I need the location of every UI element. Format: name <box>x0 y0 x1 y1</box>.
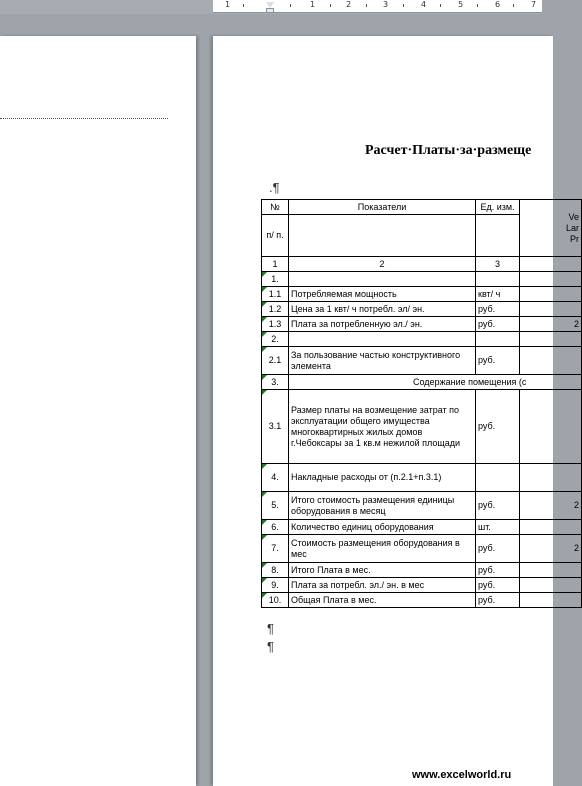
header-col4[interactable] <box>520 200 582 257</box>
row-num[interactable]: 1.2 <box>262 302 289 317</box>
site-watermark: www.excelworld.ru <box>412 769 512 781</box>
ruler-scale[interactable] <box>213 0 542 13</box>
row-unit[interactable]: руб. <box>476 563 520 578</box>
table-row[interactable] <box>262 390 582 464</box>
row-num[interactable]: 3. <box>262 375 289 390</box>
row-unit[interactable]: руб. <box>476 535 520 563</box>
row-num[interactable]: 1.1 <box>262 287 289 302</box>
row-unit[interactable]: руб. <box>476 317 520 332</box>
table-row[interactable] <box>262 535 582 563</box>
row-value[interactable] <box>520 272 582 287</box>
row-value[interactable] <box>520 578 582 593</box>
row-value[interactable] <box>520 593 582 608</box>
document-page[interactable] <box>213 36 579 786</box>
row-name[interactable]: Потребляемая мощность <box>289 287 476 302</box>
ruler-tick <box>477 4 478 7</box>
section-heading[interactable] <box>289 375 582 390</box>
row-num[interactable]: 2. <box>262 332 289 347</box>
row-num[interactable]: 3.1 <box>262 390 289 464</box>
row-name[interactable]: Итого стоимость размещения единицы оборудования в месяц <box>289 492 476 520</box>
table-row[interactable] <box>262 492 582 520</box>
header-num[interactable]: № <box>262 200 289 215</box>
section-break-line <box>0 118 168 119</box>
calculation-table[interactable] <box>261 199 582 608</box>
ruler-number: 1 <box>310 0 316 9</box>
section-heading-text: Содержание помещения (с <box>413 376 527 387</box>
row-unit[interactable]: руб. <box>476 347 520 375</box>
ruler-tick <box>243 4 244 7</box>
ruler-tick <box>513 4 514 7</box>
ruler-tick <box>366 4 367 7</box>
row-value[interactable]: 2 <box>520 535 582 563</box>
row-name[interactable] <box>289 272 476 287</box>
index-cell[interactable]: 3 <box>476 257 520 272</box>
table-row[interactable] <box>262 375 582 390</box>
row-num[interactable]: 8. <box>262 563 289 578</box>
ruler-number: 6 <box>495 0 501 9</box>
row-unit[interactable] <box>476 332 520 347</box>
row-num[interactable]: 10. <box>262 593 289 608</box>
ruler-number: 1 <box>225 0 231 9</box>
ruler-number: 5 <box>458 0 464 9</box>
ruler-tick <box>330 4 331 7</box>
index-cell[interactable]: 1 <box>262 257 289 272</box>
row-name[interactable]: Плата за потребл. эл./ эн. в мес <box>289 578 476 593</box>
row-unit[interactable]: руб. <box>476 302 520 317</box>
row-value[interactable] <box>520 563 582 578</box>
row-unit[interactable] <box>476 464 520 492</box>
row-value[interactable]: 2 <box>520 317 582 332</box>
ruler-tick <box>290 4 291 7</box>
table-row[interactable] <box>262 563 582 578</box>
header-col4-line: Pr <box>570 233 579 244</box>
index-cell[interactable] <box>520 257 582 272</box>
header-col4-line: Ve <box>568 211 579 222</box>
ruler-number: 3 <box>383 0 389 9</box>
document-title[interactable]: Расчет·Платы·за·размеще <box>365 143 532 158</box>
row-name[interactable]: Накладные расходы от (п.2.1+п.3.1) <box>289 464 476 492</box>
row-name[interactable]: Размер платы на возмещение затрат по эксплуатации общего имущества многоквартирных жилых домов г.Чебоксары за 1 кв.м нежилой площади <box>289 390 476 464</box>
table-row[interactable] <box>262 578 582 593</box>
row-unit[interactable]: шт. <box>476 520 520 535</box>
row-unit[interactable]: квт/ ч <box>476 287 520 302</box>
row-num[interactable]: 2.1 <box>262 347 289 375</box>
row-name[interactable]: Цена за 1 квт/ ч потребл. эл/ эн. <box>289 302 476 317</box>
ruler-number: 2 <box>346 0 352 9</box>
row-num[interactable]: 1.3 <box>262 317 289 332</box>
ruler-tick <box>440 4 441 7</box>
row-num[interactable]: 1. <box>262 272 289 287</box>
row-num[interactable]: 6. <box>262 520 289 535</box>
header-unit-sub[interactable] <box>476 215 520 257</box>
row-num[interactable]: 7. <box>262 535 289 563</box>
row-name[interactable]: Итого Плата в мес. <box>289 563 476 578</box>
ruler-number: 7 <box>531 0 537 9</box>
horizontal-ruler[interactable] <box>0 0 542 14</box>
row-num[interactable]: 5. <box>262 492 289 520</box>
header-col4-line: Lar <box>565 222 579 233</box>
row-name[interactable]: Плата за потребленную эл./ эн. <box>289 317 476 332</box>
row-name[interactable]: Стоимость размещения оборудования в мес <box>289 535 476 563</box>
table-row[interactable] <box>262 464 582 492</box>
paragraph-mark: ¶ <box>267 621 274 636</box>
header-unit[interactable]: Ед. изм. <box>476 200 520 215</box>
row-value[interactable] <box>520 287 582 302</box>
previous-page[interactable] <box>0 36 196 786</box>
row-value[interactable]: 2 <box>520 492 582 520</box>
row-num[interactable]: 4. <box>262 464 289 492</box>
left-indent-marker[interactable] <box>266 8 274 13</box>
ruler-number: 4 <box>421 0 427 9</box>
row-value[interactable] <box>520 520 582 535</box>
row-name[interactable]: Общая Плата в мес. <box>289 593 476 608</box>
table-row[interactable] <box>262 332 582 347</box>
row-name[interactable]: За пользование частью конструктивного элемента <box>289 347 476 375</box>
row-unit[interactable]: руб. <box>476 578 520 593</box>
row-unit[interactable]: руб. <box>476 593 520 608</box>
row-unit[interactable] <box>476 272 520 287</box>
paragraph-mark: .¶ <box>269 180 280 195</box>
header-indicators-sub[interactable] <box>289 215 476 257</box>
row-num[interactable]: 9. <box>262 578 289 593</box>
header-indicators[interactable]: Показатели <box>289 200 476 215</box>
row-unit[interactable]: руб. <box>476 492 520 520</box>
table-row[interactable] <box>262 272 582 287</box>
row-value[interactable] <box>520 332 582 347</box>
paragraph-mark: ¶ <box>267 639 274 654</box>
row-name[interactable]: Количество единиц оборудования <box>289 520 476 535</box>
table-row[interactable] <box>262 520 582 535</box>
row-name[interactable] <box>289 332 476 347</box>
row-value[interactable] <box>520 390 582 464</box>
row-value[interactable] <box>520 302 582 317</box>
table-row[interactable] <box>262 593 582 608</box>
table-row[interactable] <box>262 317 582 332</box>
row-unit[interactable]: руб. <box>476 390 520 464</box>
row-value[interactable] <box>520 347 582 375</box>
index-cell[interactable]: 2 <box>289 257 476 272</box>
header-num-sub[interactable]: п/ п. <box>262 215 289 257</box>
table-row[interactable] <box>262 347 582 375</box>
table-row[interactable] <box>262 302 582 317</box>
ruler-tick <box>403 4 404 7</box>
row-value[interactable] <box>520 464 582 492</box>
table-row[interactable] <box>262 287 582 302</box>
